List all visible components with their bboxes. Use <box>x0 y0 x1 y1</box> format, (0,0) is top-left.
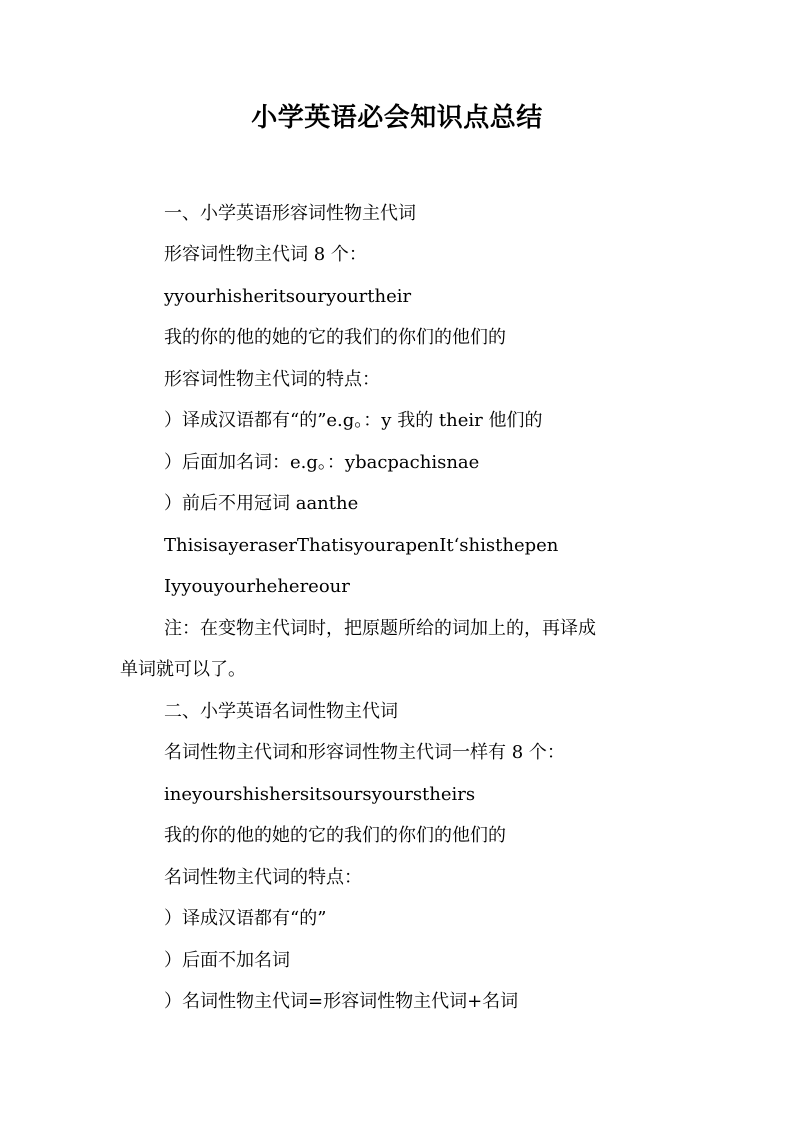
paragraph-line: Iyyouyourhehereour <box>164 576 350 597</box>
paragraph-line: 名词性物主代词和形容词性物主代词一样有 8 个： <box>164 742 565 763</box>
paragraph-line: 名词性物主代词的特点： <box>164 867 362 888</box>
paragraph-line: 我的你的他的她的它的我们的你们的他们的 <box>164 327 506 348</box>
paragraph-line: ）后面不加名词 <box>164 950 290 971</box>
section-heading-1: 一、小学英语形容词性物主代词 <box>164 203 416 224</box>
paragraph-line: ）译成汉语都有“的”e.g。：y 我的 their 他们的 <box>164 410 543 431</box>
note-line: 注：在变物主代词时，把原题所给的词加上的，再译成 <box>164 618 596 639</box>
paragraph-line: 形容词性物主代词 8 个： <box>164 244 367 265</box>
paragraph-line: ）名词性物主代词=形容词性物主代词+名词 <box>164 991 519 1012</box>
document-title: 小学英语必会知识点总结 <box>251 103 543 133</box>
paragraph-line: yyourhisheritsouryourtheir <box>164 286 412 307</box>
paragraph-line: ）前后不用冠词 aanthe <box>164 493 359 514</box>
note-line-continued: 单词就可以了。 <box>120 659 246 680</box>
paragraph-line: ）后面加名词：e.g。：ybacpachisnae <box>164 452 480 473</box>
section-heading-2: 二、小学英语名词性物主代词 <box>164 701 398 722</box>
paragraph-line: 我的你的他的她的它的我们的你们的他们的 <box>164 825 506 846</box>
paragraph-line: ThisisayeraserThatisyourapenIt‘shisthepen <box>164 535 559 556</box>
paragraph-line: ineyourshishersitsoursyourstheirs <box>164 784 476 805</box>
paragraph-line: ）译成汉语都有“的” <box>164 908 327 929</box>
paragraph-line: 形容词性物主代词的特点： <box>164 369 380 390</box>
